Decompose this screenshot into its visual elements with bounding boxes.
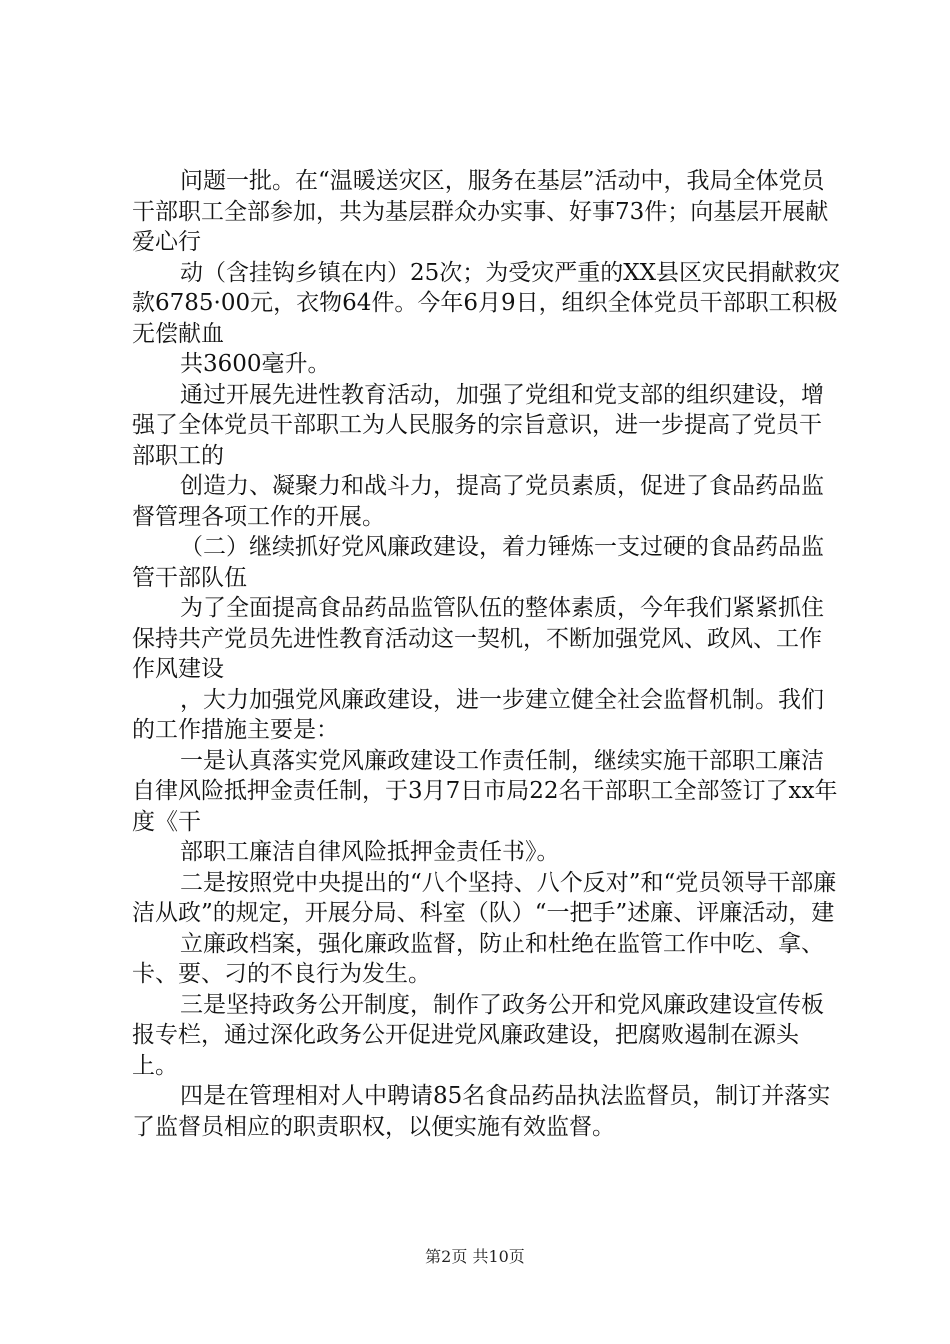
paragraph: 部职工廉洁自律风险抵押金责任书》。 bbox=[180, 839, 560, 865]
paragraph: 共3600毫升。 bbox=[180, 351, 331, 377]
paragraph: ，大力加强党风廉政建设，进一步建立健全社会监督机制。我们的工作措施主要是： bbox=[132, 686, 824, 743]
section-heading: （二）继续抓好党风廉政建设，着力锤炼一支过硬的食品药品监管干部队伍 bbox=[132, 534, 824, 591]
paragraph: 动（含挂钩乡镇在内）25次；为受灾严重的XX县区灾民捐献救灾款6785·00元，衣物64件。今年6月9日，组织全体党员干部职工积极无偿献血 bbox=[132, 259, 841, 347]
paragraph: 为了全面提高食品药品监管队伍的整体素质，今年我们紧紧抓住保持共产党员先进性教育活动这一契机，不断加强党风、政风、工作作风建设 bbox=[132, 595, 824, 682]
paragraph: 创造力、凝聚力和战斗力，提高了党员素质，促进了食品药品监督管理各项工作的开展。 bbox=[132, 473, 824, 530]
paragraph: 一是认真落实党风廉政建设工作责任制，继续实施干部职工廉洁自律风险抵押金责任制，于3月7日市局22名干部职工全部签订了xx年度《干 bbox=[132, 747, 838, 835]
document-body bbox=[132, 166, 842, 1142]
paragraph: 二是按照党中央提出的“八个坚持、八个反对”和“党员领导干部廉洁从政”的规定，开展分局、科室（队）“一把手”述廉、评廉活动，建 bbox=[132, 869, 837, 926]
paragraph: 立廉政档案，强化廉政监督，防止和杜绝在监管工作中吃、拿、卡、要、刁的不良行为发生。 bbox=[132, 930, 824, 987]
page-number-footer: 第2页 共10页 bbox=[425, 1247, 525, 1266]
paragraph: 三是坚持政务公开制度，制作了政务公开和党风廉政建设宣传板报专栏，通过深化政务公开促进党风廉政建设，把腐败遏制在源头上。 bbox=[132, 991, 824, 1079]
paragraph: 通过开展先进性教育活动，加强了党组和党支部的组织建设，增强了全体党员干部职工为人民服务的宗旨意识，进一步提高了党员干部职工的 bbox=[132, 381, 824, 469]
paragraph: 四是在管理相对人中聘请85名食品药品执法监督员，制订并落实了监督员相应的职责职权，以便实施有效监督。 bbox=[132, 1083, 831, 1140]
paragraph: 问题一批。在“温暖送灾区，服务在基层”活动中，我局全体党员干部职工全部参加，共为基层群众办实事、好事73件；向基层开展献爱心行 bbox=[132, 168, 829, 255]
